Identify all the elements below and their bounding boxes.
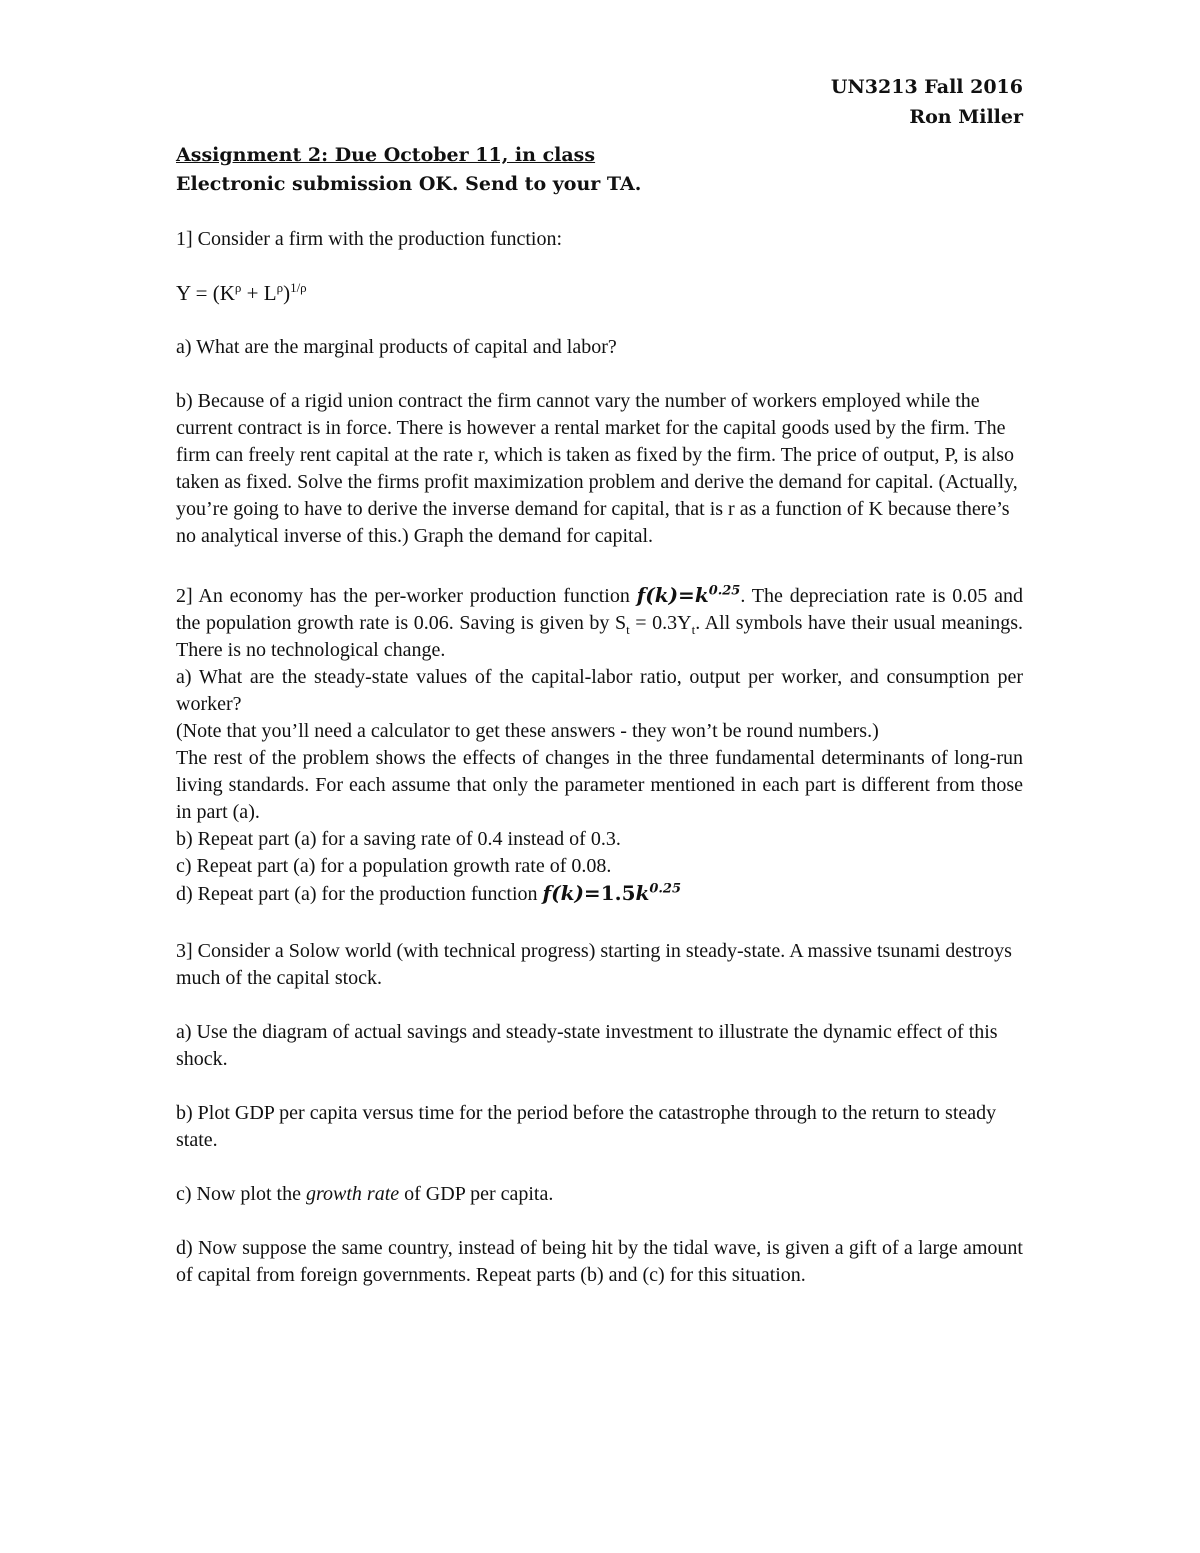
d-exponent: 0.25 <box>649 881 682 897</box>
q2-part-d <box>176 880 1023 908</box>
q2-part-d-function <box>543 881 681 905</box>
formula-close: ) <box>283 281 291 305</box>
q2-part-d-text: d) Repeat part (a) for the production function <box>176 883 538 905</box>
assignment-title: Assignment 2: Due October 11, in class <box>176 144 596 166</box>
d-f-of-k: f(k)= <box>542 881 601 905</box>
q3-part-a: a) Use the diagram of actual savings and steady-state investment to illustrate the dynamic effect of this shock. <box>176 1021 998 1070</box>
q2-rest: The rest of the problem shows the effects of changes in the three fundamental determinants of long-run living standards. For each assume that only the parameter mentioned in each part is different from those in part (a). <box>176 747 1023 823</box>
q1-part-b: b) Because of a rigid union contract the firm cannot vary the number of workers employed while the current contract is in force. There is however a rental market for the capital goods used by the firm. The firm can freely rent capital at the rate r, which is taken as fixed by the firm. The price of output, P, is also taken as fixed. Solve the firms profit maximization problem and derive the demand for capital. (Actually, you’re going to have to derive the inverse demand for capital, that is r as a function of K because there’s no analytical inverse of this.) Graph the demand for capital. <box>176 390 1018 547</box>
saving-equation: = 0.3Y <box>629 612 692 634</box>
q2-part-a: a) What are the steady-state values of the capital-labor ratio, output per worker, and consumption per worker? <box>176 666 1023 715</box>
q2-note: (Note that you’ll need a calculator to get these answers - they won’t be round numbers.) <box>176 720 879 742</box>
formula-lhs: Y = (K <box>176 281 235 305</box>
course-label: UN3213 Fall 2016 <box>830 76 1023 98</box>
rho-superscript-2: ρ <box>276 280 284 295</box>
q3-c-start: c) Now plot the <box>176 1183 306 1205</box>
header-block <box>831 72 1023 132</box>
q3-c-end: of GDP per capita. <box>399 1183 554 1205</box>
formula-exponent: 1/ρ <box>290 280 307 295</box>
q2-intro-mid: . The depreciation rate is 0.05 and the population growth rate is 0.06. Saving is given by S <box>176 585 1023 634</box>
q2-production-function <box>637 583 741 607</box>
formula-plus: + L <box>241 281 277 305</box>
q1-intro: 1] Consider a firm with the production function: <box>176 228 563 250</box>
rho-superscript-1: ρ <box>234 280 242 295</box>
q1-part-a: a) What are the marginal products of capital and labor? <box>176 336 617 358</box>
assignment-content <box>176 141 1023 1289</box>
q2-intro <box>176 582 1023 664</box>
subscript-t-2: t <box>691 622 696 637</box>
q2-intro-start: 2] An economy has the per-worker production function <box>176 585 630 607</box>
q3-intro: 3] Consider a Solow world (with technical progress) starting in steady-state. A massive tsunami destroys much of the capital stock. <box>176 940 1012 989</box>
q3-part-b: b) Plot GDP per capita versus time for the period before the catastrophe through to the return to steady state. <box>176 1102 997 1151</box>
q2-intro-end: . All symbols have their usual meanings. There is no technological change. <box>176 612 1023 661</box>
q3-part-c <box>176 1181 1023 1208</box>
q2-exponent: 0.25 <box>708 583 741 599</box>
d-coefficient: 1.5 <box>600 881 636 905</box>
submission-note: Electronic submission OK. Send to your TA. <box>176 173 642 195</box>
q3-c-emphasis: growth rate <box>305 1183 400 1205</box>
q1-formula <box>176 280 1023 307</box>
q3-part-d: d) Now suppose the same country, instead of being hit by the tidal wave, is given a gift of a large amount of capital from foreign governments. Repeat parts (b) and (c) for this situation. <box>176 1237 1023 1286</box>
instructor-name: Ron Miller <box>909 106 1023 128</box>
q2-part-c: c) Repeat part (a) for a population growth rate of 0.08. <box>176 855 612 877</box>
subscript-t-1: t <box>626 622 630 637</box>
d-k: k <box>635 881 650 905</box>
f-of-k: f(k)=k <box>636 583 709 607</box>
q2-part-b: b) Repeat part (a) for a saving rate of 0.4 instead of 0.3. <box>176 828 621 850</box>
